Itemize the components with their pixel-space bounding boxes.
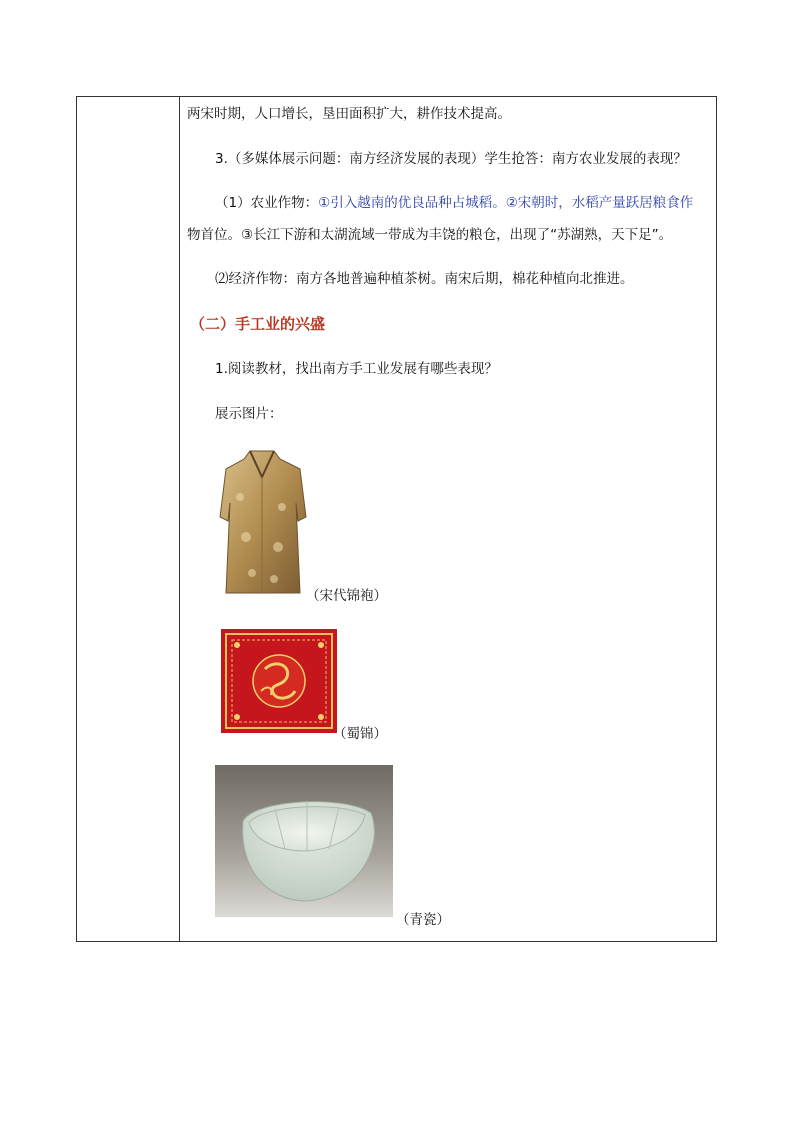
shu-brocade-image xyxy=(221,629,337,733)
lesson-table xyxy=(76,96,717,942)
crops-highlight: ①引入越南的优良品种占城稻。②宋朝时，水稻产量跃居粮食作 xyxy=(318,195,694,211)
economic-crops: ⑵经济作物：南方各地普遍种植茶树。南宋后期，棉花种植向北推进。 xyxy=(215,271,634,287)
caption-celadon: （青瓷） xyxy=(396,912,450,928)
content-cell xyxy=(180,97,716,941)
brocade-robe-image xyxy=(216,447,308,599)
section-heading: （二）手工业的兴盛 xyxy=(190,315,326,333)
crops-line-1 xyxy=(215,193,693,213)
crops-prefix: （1）农业作物： xyxy=(215,195,319,211)
caption-brocade: （蜀锦） xyxy=(333,726,387,742)
show-pictures-label: 展示图片： xyxy=(215,406,283,422)
question-3: 3.（多媒体展示问题：南方经济发展的表现）学生抢答：南方农业发展的表现？ xyxy=(215,151,687,167)
handicraft-question: 1.阅读教材，找出南方手工业发展有哪些表现？ xyxy=(215,361,498,377)
caption-robe: （宋代锦袍） xyxy=(306,588,387,604)
crops-line-2: 物首位。③长江下游和太湖流域一带成为丰饶的粮仓，出现了“苏湖熟，天下足”。 xyxy=(187,227,673,243)
intro-line: 两宋时期，人口增长，垦田面积扩大，耕作技术提高。 xyxy=(187,106,511,122)
celadon-bowl-image xyxy=(215,765,393,917)
